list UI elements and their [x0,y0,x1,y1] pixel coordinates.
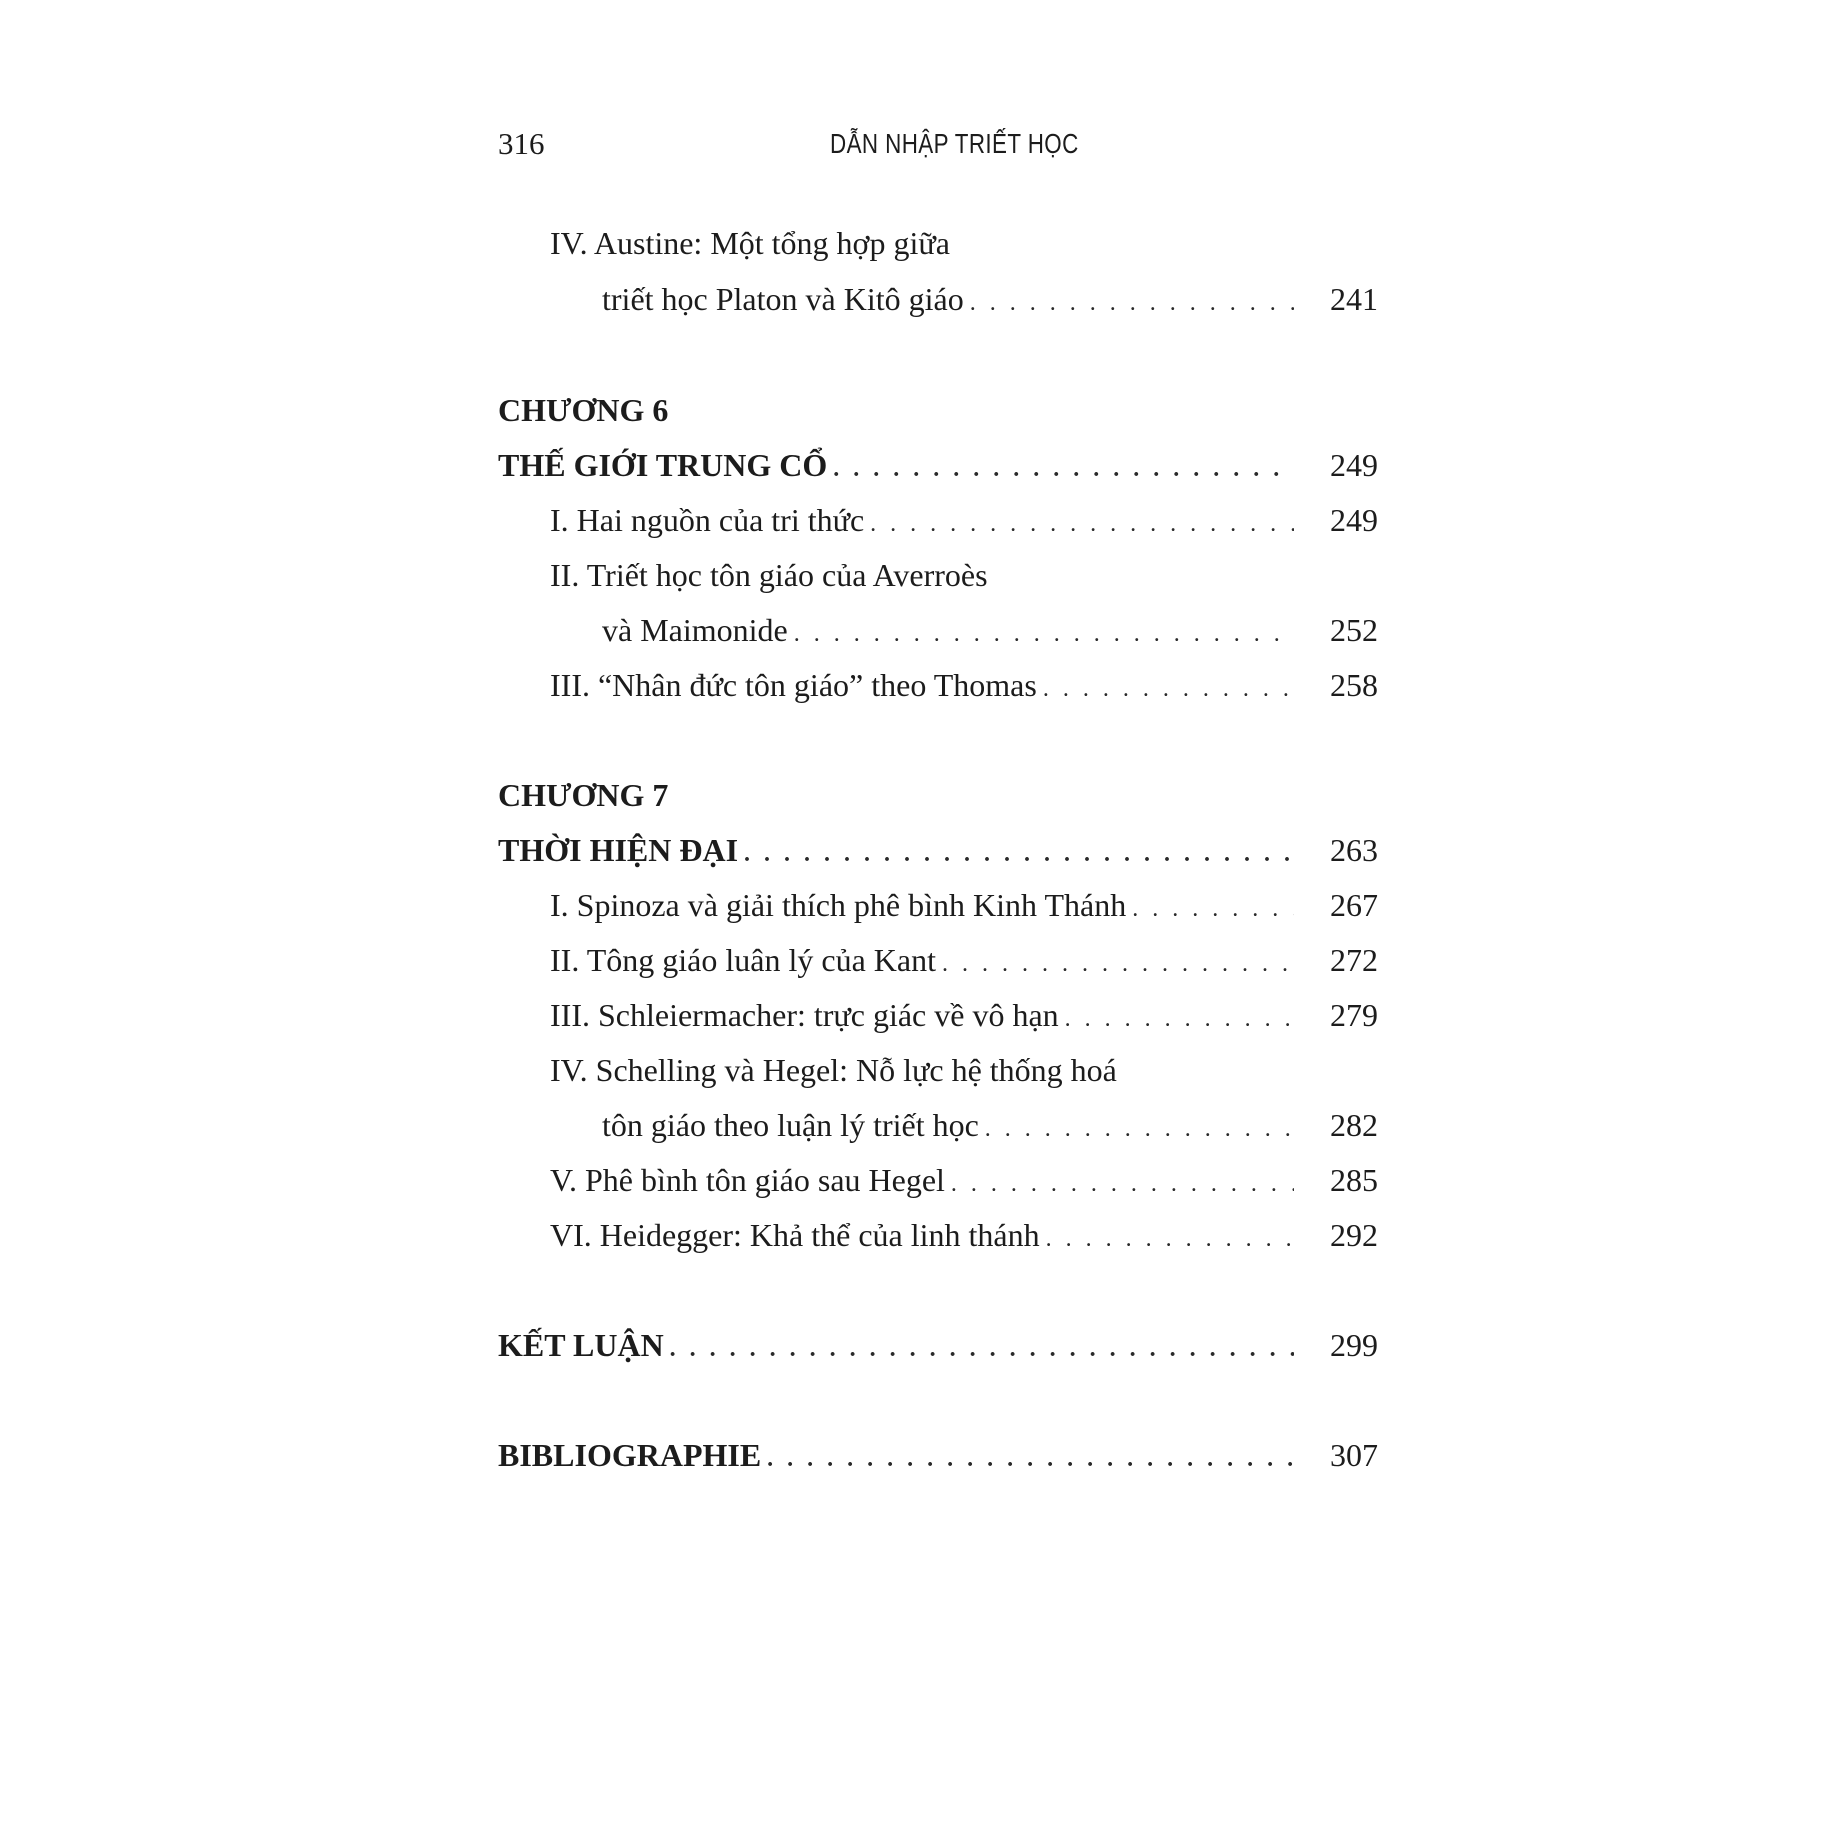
dot-leader [942,939,1294,989]
toc-entry-label: THỜI HIỆN ĐẠI [498,832,739,868]
toc-entry-label: I. Hai nguồn của tri thức [550,502,865,538]
toc-entry-ch7-s4-line1 [550,1045,1378,1095]
dot-leader [1043,664,1294,714]
toc-entry-ch7-s3 [550,990,1378,1040]
toc-entry-ch6-s2 [602,605,1378,655]
toc-entry-bibliography [498,1430,1378,1480]
toc-entry-label: I. Spinoza và giải thích phê bình Kinh Thánh [550,887,1127,923]
toc-entry-conclusion [498,1320,1378,1370]
toc-entry-label: II. Triết học tôn giáo của Averroès [550,557,988,593]
toc-entry-label: V. Phê bình tôn giáo sau Hegel [550,1162,945,1198]
dot-leader [767,1434,1294,1484]
toc-page-number: 263 [1330,832,1378,868]
toc-entry-ch6-s2-line1 [550,550,1378,600]
dot-leader [870,499,1294,549]
toc-page-number: 252 [1330,612,1378,648]
toc-page-number: 258 [1330,667,1378,703]
chapter-6-label: CHƯƠNG 6 [498,392,669,428]
toc-entry-label: VI. Heidegger: Khả thể của linh thánh [550,1217,1040,1253]
table-of-contents [498,0,1378,1844]
toc-entry-label: II. Tông giáo luân lý của Kant [550,942,936,978]
toc-page-number: 292 [1330,1217,1378,1253]
dot-leader [1046,1214,1294,1264]
dot-leader [833,444,1294,494]
toc-page-number: 249 [1330,447,1378,483]
dot-leader [1065,994,1294,1044]
toc-entry-austine [602,274,1378,324]
toc-entry-ch7-s4 [602,1100,1378,1150]
toc-page-number: 279 [1330,997,1378,1033]
dot-leader [794,609,1294,659]
toc-entry-ch7-s2 [550,935,1378,985]
toc-entry-label: THẾ GIỚI TRUNG CỔ [498,447,828,483]
toc-page-number: 307 [1330,1437,1378,1473]
toc-page-number: 267 [1330,887,1378,923]
toc-entry-ch6-s1 [550,495,1378,545]
toc-page-number: 249 [1330,502,1378,538]
dot-leader [951,1159,1294,1209]
toc-entry-austine-line1 [550,218,1378,268]
chapter-7-label: CHƯƠNG 7 [498,777,669,813]
toc-page-number: 241 [1330,281,1378,317]
toc-entry-label: triết học Platon và Kitô giáo [602,281,964,317]
toc-entry-label: III. Schleiermacher: trực giác về vô hạn [550,997,1059,1033]
toc-entry-ch7-s6 [550,1210,1378,1260]
dot-leader [744,829,1294,879]
toc-entry-label: KẾT LUẬN [498,1327,664,1363]
toc-page-number: 299 [1330,1327,1378,1363]
toc-page-number: 282 [1330,1107,1378,1143]
toc-entry-label: III. “Nhân đức tôn giáo” theo Thomas [550,667,1037,703]
toc-entry-label: tôn giáo theo luận lý triết học [602,1107,979,1143]
toc-entry-ch7-s1 [550,880,1378,930]
toc-entry-chapter-7-title [498,825,1378,875]
toc-page-number: 272 [1330,942,1378,978]
dot-leader [970,278,1294,328]
toc-entry-label: IV. Schelling và Hegel: Nỗ lực hệ thống hoá [550,1052,1117,1088]
toc-entry-chapter-6-title [498,440,1378,490]
toc-entry-label: và Maimonide [602,612,788,648]
toc-entry-label: IV. Austine: Một tổng hợp giữa [550,225,950,261]
page-number: 316 [498,126,545,161]
toc-page-number: 285 [1330,1162,1378,1198]
toc-entry-ch7-s5 [550,1155,1378,1205]
toc-entry-label: BIBLIOGRAPHIE [498,1437,762,1473]
book-title: DẪN NHẬP TRIẾT HỌC [830,128,1079,159]
dot-leader [670,1324,1294,1374]
dot-leader [985,1104,1294,1154]
dot-leader [1132,884,1294,934]
toc-entry-ch6-s3 [550,660,1378,710]
